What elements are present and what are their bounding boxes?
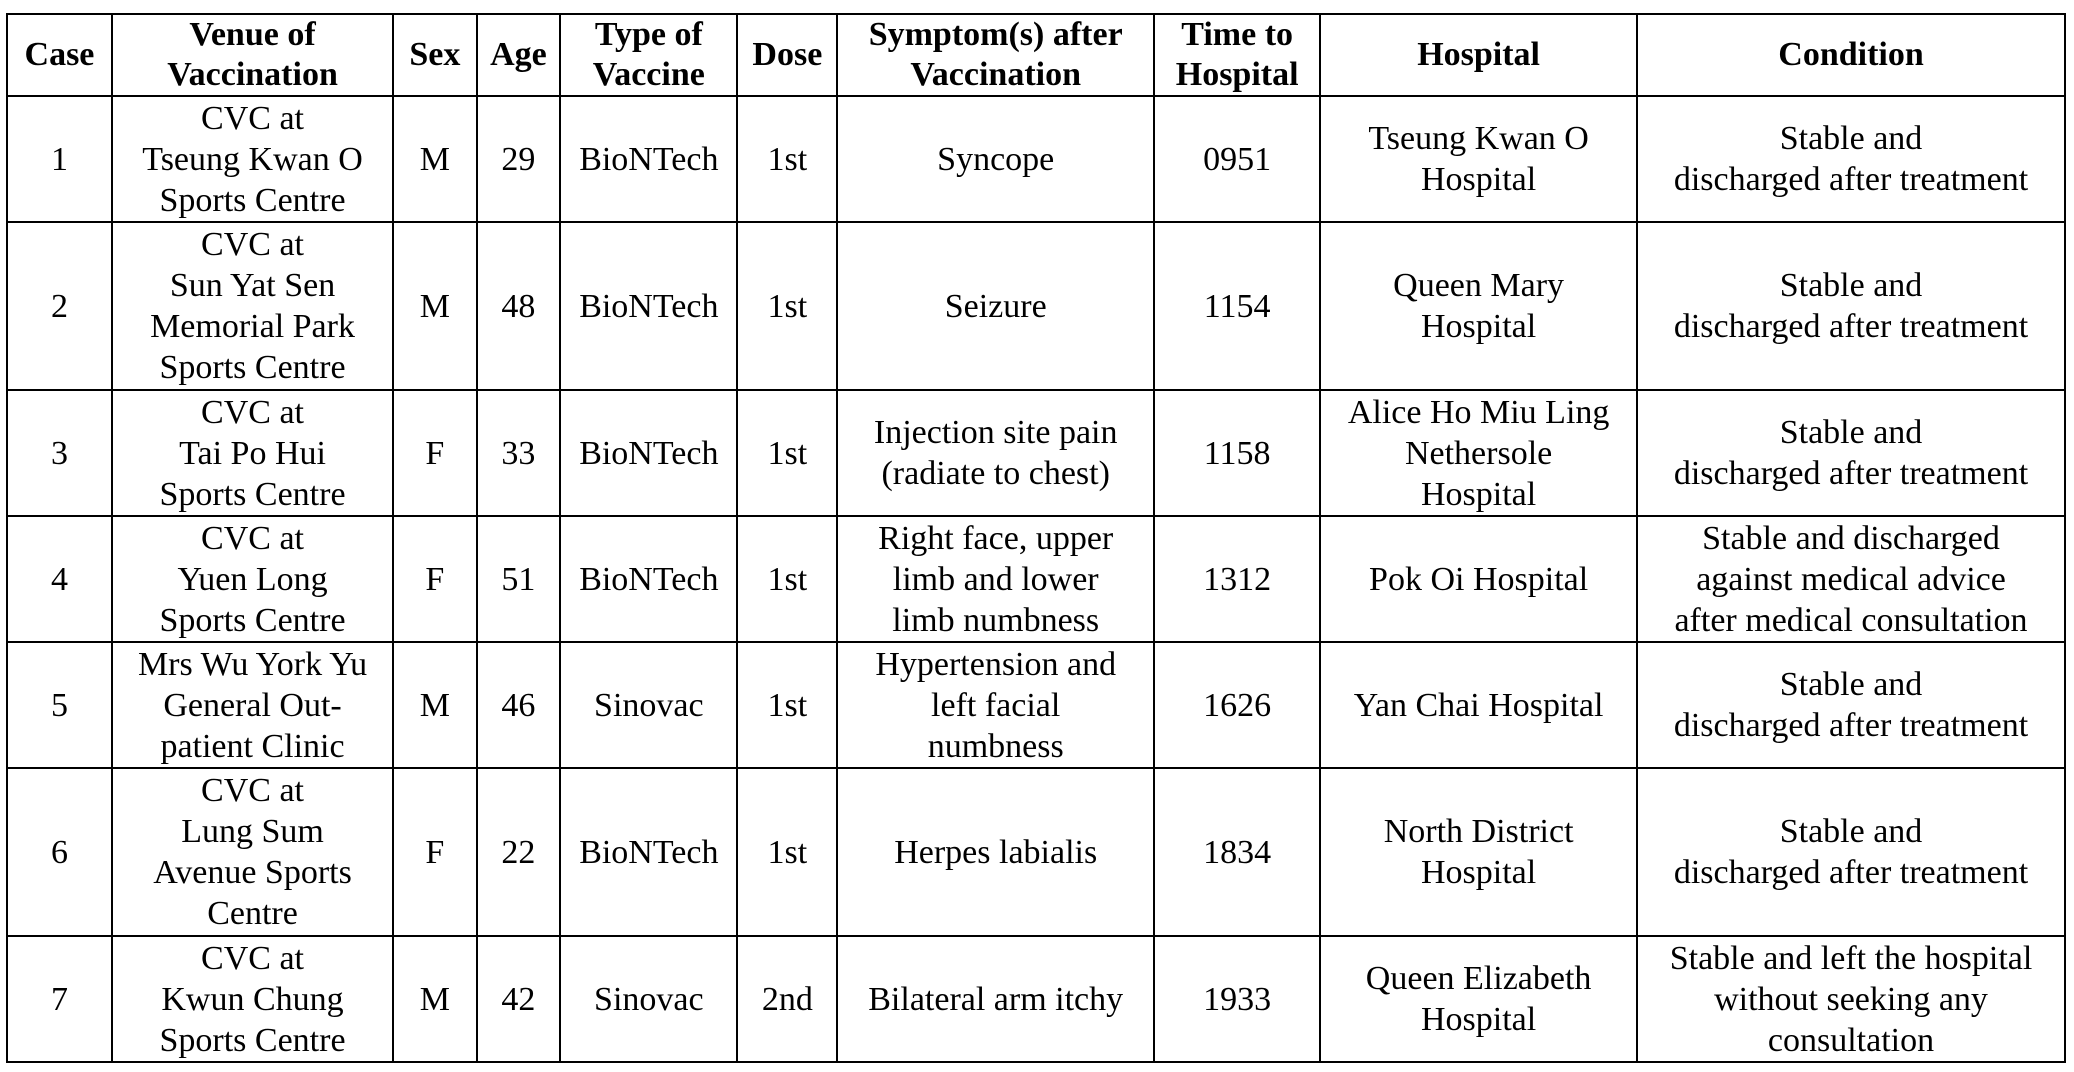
cell-dose: 1st [737,768,837,936]
cell-dose: 2nd [737,936,837,1062]
cell-case: 2 [7,222,112,390]
cell-age: 22 [477,768,561,936]
cell-hospital: Queen Elizabeth Hospital [1320,936,1637,1062]
cell-condition: Stable and discharged after treatment [1637,96,2065,222]
cell-hospital: Alice Ho Miu Ling Nethersole Hospital [1320,390,1637,516]
table-row [7,96,2065,222]
header-row [7,14,2065,96]
header-sex: Sex [393,14,477,96]
cell-age: 46 [477,642,561,768]
cell-dose: 1st [737,642,837,768]
cell-venue: Mrs Wu York Yu General Out- patient Clinic [112,642,393,768]
cell-age: 51 [477,516,561,642]
cell-sex: F [393,390,477,516]
cell-symptoms: Right face, upper limb and lower limb numbness [837,516,1154,642]
cell-vaccine-type: BioNTech [560,390,737,516]
cell-condition: Stable and discharged after treatment [1637,768,2065,936]
cell-condition: Stable and left the hospital without seeking any consultation [1637,936,2065,1062]
cell-dose: 1st [737,96,837,222]
cell-symptoms: Bilateral arm itchy [837,936,1154,1062]
cell-symptoms: Hypertension and left facial numbness [837,642,1154,768]
cell-time-to-hospital: 1933 [1154,936,1320,1062]
cell-time-to-hospital: 1158 [1154,390,1320,516]
cell-venue: CVC at Lung Sum Avenue Sports Centre [112,768,393,936]
cell-sex: M [393,936,477,1062]
cell-symptoms: Herpes labialis [837,768,1154,936]
table-row [7,222,2065,390]
vaccination-cases-table [6,13,2066,1063]
cell-case: 5 [7,642,112,768]
cell-age: 42 [477,936,561,1062]
header-symptoms: Symptom(s) after Vaccination [837,14,1154,96]
header-vaccine-type: Type of Vaccine [560,14,737,96]
cell-case: 1 [7,96,112,222]
header-hospital: Hospital [1320,14,1637,96]
cell-time-to-hospital: 1834 [1154,768,1320,936]
cell-vaccine-type: BioNTech [560,222,737,390]
cell-hospital: Yan Chai Hospital [1320,642,1637,768]
cell-age: 48 [477,222,561,390]
table-row [7,516,2065,642]
table-row [7,936,2065,1062]
cell-hospital: North District Hospital [1320,768,1637,936]
cell-case: 7 [7,936,112,1062]
cell-vaccine-type: BioNTech [560,768,737,936]
cell-venue: CVC at Tseung Kwan O Sports Centre [112,96,393,222]
cell-venue: CVC at Yuen Long Sports Centre [112,516,393,642]
cell-dose: 1st [737,390,837,516]
cell-sex: M [393,222,477,390]
cell-sex: F [393,516,477,642]
table-row [7,642,2065,768]
cell-vaccine-type: BioNTech [560,516,737,642]
cell-vaccine-type: Sinovac [560,642,737,768]
cell-time-to-hospital: 1312 [1154,516,1320,642]
cell-dose: 1st [737,222,837,390]
cell-time-to-hospital: 1626 [1154,642,1320,768]
cell-vaccine-type: BioNTech [560,96,737,222]
table-row [7,390,2065,516]
cell-symptoms: Syncope [837,96,1154,222]
header-condition: Condition [1637,14,2065,96]
cell-dose: 1st [737,516,837,642]
header-time-to-hospital: Time to Hospital [1154,14,1320,96]
header-venue: Venue of Vaccination [112,14,393,96]
cell-hospital: Tseung Kwan O Hospital [1320,96,1637,222]
cell-case: 3 [7,390,112,516]
header-dose: Dose [737,14,837,96]
cell-age: 33 [477,390,561,516]
cell-venue: CVC at Tai Po Hui Sports Centre [112,390,393,516]
cell-symptoms: Injection site pain (radiate to chest) [837,390,1154,516]
cell-age: 29 [477,96,561,222]
cell-symptoms: Seizure [837,222,1154,390]
cell-condition: Stable and discharged against medical advice after medical consultation [1637,516,2065,642]
header-age: Age [477,14,561,96]
cell-vaccine-type: Sinovac [560,936,737,1062]
cell-time-to-hospital: 1154 [1154,222,1320,390]
cell-case: 4 [7,516,112,642]
cell-venue: CVC at Kwun Chung Sports Centre [112,936,393,1062]
cell-case: 6 [7,768,112,936]
cell-condition: Stable and discharged after treatment [1637,642,2065,768]
cell-sex: M [393,642,477,768]
cell-hospital: Pok Oi Hospital [1320,516,1637,642]
cell-sex: F [393,768,477,936]
cell-hospital: Queen Mary Hospital [1320,222,1637,390]
header-case: Case [7,14,112,96]
table-row [7,768,2065,936]
cell-condition: Stable and discharged after treatment [1637,222,2065,390]
cell-condition: Stable and discharged after treatment [1637,390,2065,516]
cell-venue: CVC at Sun Yat Sen Memorial Park Sports Centre [112,222,393,390]
cell-sex: M [393,96,477,222]
cell-time-to-hospital: 0951 [1154,96,1320,222]
